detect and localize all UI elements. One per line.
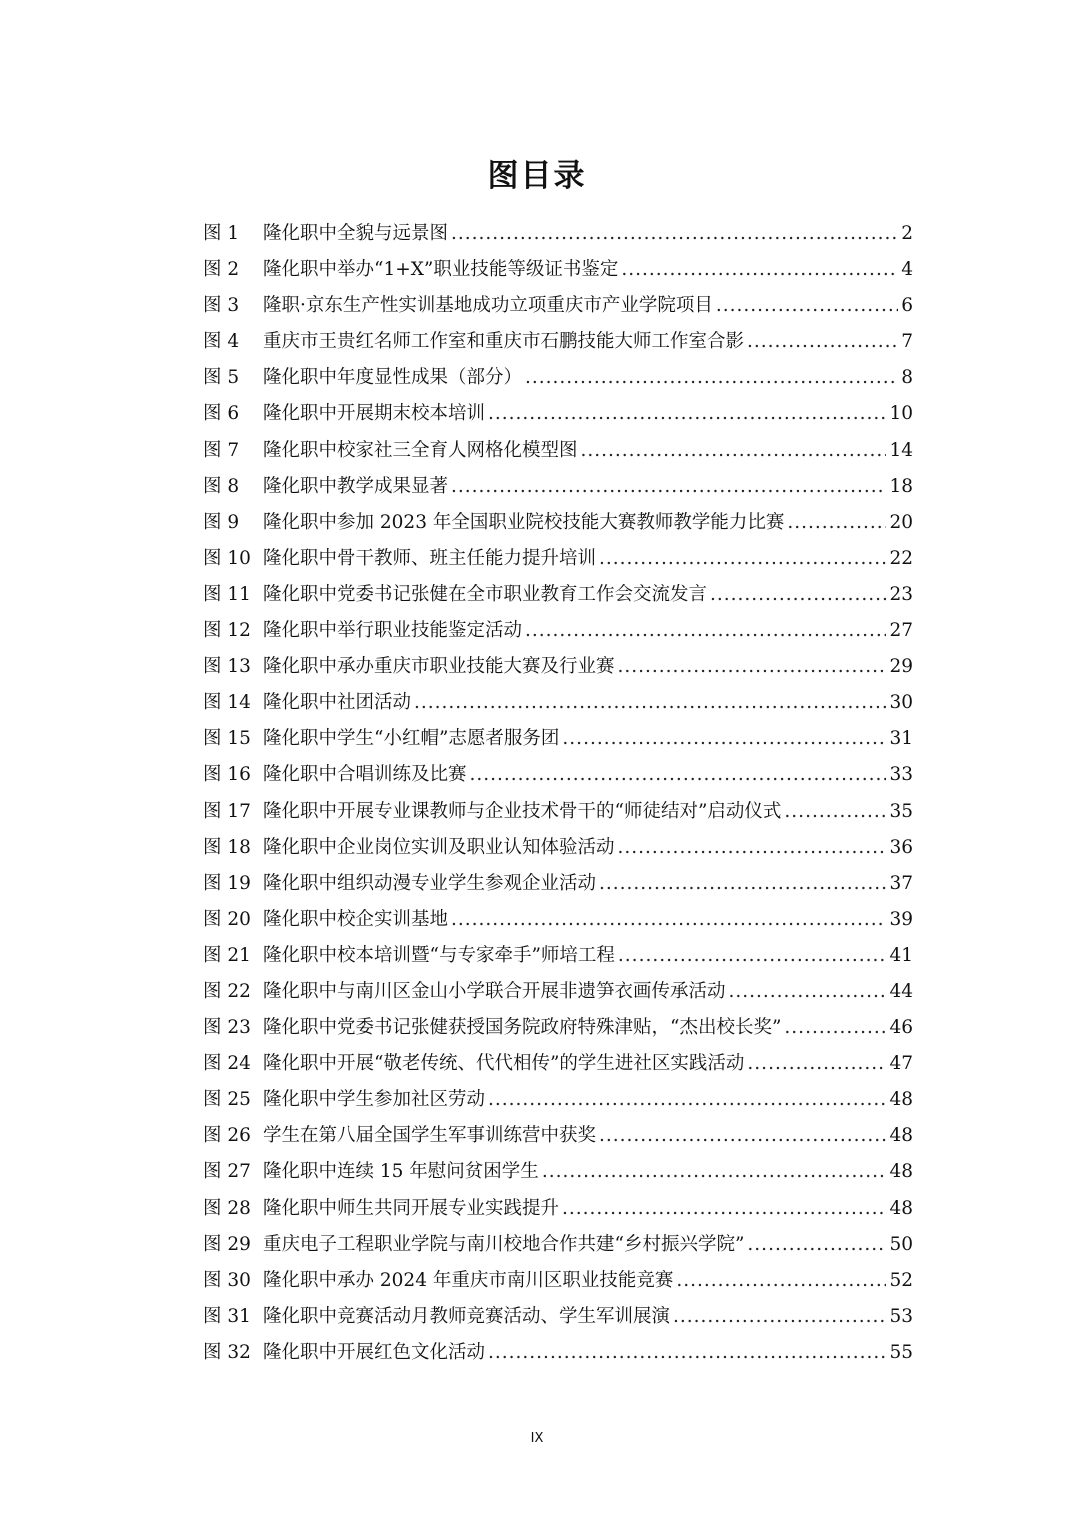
figure-number: 图 2 bbox=[203, 259, 240, 281]
toc-entry[interactable] bbox=[203, 616, 913, 652]
figure-page-number: 22 bbox=[889, 547, 913, 569]
dot-leader bbox=[470, 764, 887, 785]
figure-caption: 隆化职中举办“1+X”职业技能等级证书鉴定 bbox=[263, 259, 619, 281]
toc-entry[interactable] bbox=[203, 1121, 913, 1157]
figure-number: 图 9 bbox=[203, 511, 240, 533]
figure-caption: 隆化职中全貌与远景图 bbox=[263, 223, 449, 244]
figure-toc-list bbox=[203, 219, 913, 1374]
figure-number: 图 20 bbox=[203, 908, 251, 930]
figure-caption: 隆化职中教学成果显著 bbox=[263, 475, 449, 497]
toc-entry[interactable] bbox=[203, 508, 913, 544]
toc-entry[interactable] bbox=[203, 399, 913, 435]
figure-number: 图 19 bbox=[203, 872, 251, 894]
figure-number: 图 25 bbox=[203, 1089, 251, 1111]
figure-caption: 隆化职中合唱训练及比赛 bbox=[263, 764, 467, 786]
figure-caption: 隆化职中学生参加社区劳动 bbox=[263, 1089, 486, 1111]
figure-number: 图 13 bbox=[203, 656, 251, 678]
toc-entry[interactable] bbox=[203, 652, 913, 688]
dot-leader bbox=[599, 548, 886, 569]
figure-page-number: 52 bbox=[889, 1269, 913, 1291]
figure-number: 图 5 bbox=[203, 367, 240, 389]
figure-number: 图 24 bbox=[203, 1053, 251, 1075]
dot-leader bbox=[673, 1306, 886, 1327]
figure-page-number: 46 bbox=[889, 1017, 913, 1039]
figure-caption: 隆化职中组织动漫专业学生参观企业活动 bbox=[263, 872, 597, 894]
figure-number: 图 28 bbox=[203, 1197, 251, 1219]
toc-entry[interactable] bbox=[203, 797, 913, 833]
figure-caption: 隆化职中学生“小红帽”志愿者服务团 bbox=[263, 728, 560, 750]
figure-page-number: 35 bbox=[889, 800, 913, 822]
figure-caption: 隆化职中连续 15 年慰问贫困学生 bbox=[263, 1161, 539, 1183]
figure-page-number: 18 bbox=[889, 475, 913, 497]
figure-page-number: 48 bbox=[889, 1161, 913, 1183]
figure-caption: 隆化职中校家社三全育人网格化模型图 bbox=[263, 439, 578, 461]
figure-page-number: 50 bbox=[889, 1233, 913, 1255]
figure-caption: 隆化职中参加 2023 年全国职业院校技能大赛教师教学能力比赛 bbox=[263, 511, 785, 533]
dot-leader bbox=[747, 1053, 886, 1074]
dot-leader bbox=[621, 259, 898, 280]
figure-number: 图 3 bbox=[203, 295, 240, 317]
toc-entry[interactable] bbox=[203, 1157, 913, 1193]
dot-leader bbox=[542, 1161, 887, 1182]
figure-page-number: 10 bbox=[889, 403, 913, 425]
figure-caption: 隆化职中开展红色文化活动 bbox=[263, 1341, 486, 1363]
figure-number: 图 21 bbox=[203, 944, 251, 966]
dot-leader bbox=[618, 945, 887, 966]
figure-number: 图 14 bbox=[203, 692, 251, 714]
figure-number: 图 30 bbox=[203, 1269, 251, 1291]
figure-page-number: 39 bbox=[889, 908, 913, 930]
toc-entry[interactable] bbox=[203, 1266, 913, 1302]
figure-page-number: 6 bbox=[901, 295, 913, 317]
toc-entry[interactable] bbox=[203, 580, 913, 616]
toc-entry[interactable] bbox=[203, 724, 913, 760]
dot-leader bbox=[525, 620, 886, 641]
toc-entry[interactable] bbox=[203, 255, 913, 291]
figure-number: 图 26 bbox=[203, 1125, 251, 1147]
dot-leader bbox=[676, 1270, 886, 1291]
figure-caption: 隆化职中企业岗位实训及职业认知体验活动 bbox=[263, 836, 615, 858]
figure-caption: 隆化职中年度显性成果（部分） bbox=[263, 367, 523, 389]
figure-page-number: 31 bbox=[889, 728, 913, 750]
figure-number: 图 31 bbox=[203, 1305, 251, 1327]
toc-entry[interactable] bbox=[203, 905, 913, 941]
figure-page-number: 47 bbox=[889, 1053, 913, 1075]
dot-leader bbox=[451, 476, 886, 497]
figure-caption: 隆化职中校本培训暨“与专家牵手”师培工程 bbox=[263, 944, 615, 966]
dot-leader bbox=[599, 873, 886, 894]
figure-page-number: 48 bbox=[889, 1125, 913, 1147]
dot-leader bbox=[618, 837, 887, 858]
figure-number: 图 32 bbox=[203, 1341, 251, 1363]
figure-number: 图 27 bbox=[203, 1161, 251, 1183]
figure-caption: 隆化职中骨干教师、班主任能力提升培训 bbox=[263, 547, 597, 569]
toc-entry[interactable] bbox=[203, 1338, 913, 1374]
dot-leader bbox=[488, 1342, 886, 1363]
figure-page-number: 30 bbox=[889, 692, 913, 714]
figure-page-number: 27 bbox=[889, 620, 913, 642]
figure-page-number: 8 bbox=[901, 367, 913, 389]
dot-leader bbox=[414, 692, 886, 713]
toc-entry[interactable] bbox=[203, 1230, 913, 1266]
figure-number: 图 17 bbox=[203, 800, 251, 822]
figure-page-number: 20 bbox=[889, 511, 913, 533]
dot-leader bbox=[618, 656, 887, 677]
toc-entry[interactable] bbox=[203, 327, 913, 363]
figure-number: 图 10 bbox=[203, 547, 251, 569]
toc-entry[interactable] bbox=[203, 1013, 913, 1049]
figure-caption: 隆化职中师生共同开展专业实践提升 bbox=[263, 1197, 560, 1219]
toc-entry[interactable] bbox=[203, 1194, 913, 1230]
toc-entry[interactable] bbox=[203, 436, 913, 472]
figure-page-number: 37 bbox=[889, 872, 913, 894]
figure-page-number: 48 bbox=[889, 1089, 913, 1111]
figure-page-number: 2 bbox=[901, 223, 913, 244]
dot-leader bbox=[729, 981, 887, 1002]
figure-number: 图 22 bbox=[203, 980, 251, 1002]
toc-entry[interactable] bbox=[203, 1085, 913, 1121]
figure-caption: 隆化职中党委书记张健获授国务院政府特殊津贴，“杰出校长奖” bbox=[263, 1017, 782, 1039]
dot-leader bbox=[784, 1017, 886, 1038]
toc-entry[interactable] bbox=[203, 219, 913, 255]
dot-leader bbox=[747, 1234, 886, 1255]
dot-leader bbox=[581, 440, 887, 461]
figure-page-number: 53 bbox=[889, 1305, 913, 1327]
figure-number: 图 23 bbox=[203, 1017, 251, 1039]
figure-caption: 隆化职中承办重庆市职业技能大赛及行业赛 bbox=[263, 656, 615, 678]
figure-number: 图 1 bbox=[203, 223, 240, 244]
figure-page-number: 23 bbox=[889, 583, 913, 605]
figure-number: 图 15 bbox=[203, 728, 251, 750]
figure-number: 图 11 bbox=[203, 583, 251, 605]
figure-number: 图 7 bbox=[203, 439, 240, 461]
toc-entry[interactable] bbox=[203, 833, 913, 869]
toc-entry[interactable] bbox=[203, 869, 913, 905]
toc-entry[interactable] bbox=[203, 977, 913, 1013]
figure-caption: 学生在第八届全国学生军事训练营中获奖 bbox=[263, 1125, 597, 1147]
toc-entry[interactable] bbox=[203, 472, 913, 508]
figure-caption: 重庆市王贵红名师工作室和重庆市石鹏技能大师工作室合影 bbox=[263, 331, 745, 353]
figure-page-number: 44 bbox=[889, 980, 913, 1002]
dot-leader bbox=[599, 1125, 886, 1146]
figure-page-number: 33 bbox=[889, 764, 913, 786]
dot-leader bbox=[488, 403, 886, 424]
figure-caption: 重庆电子工程职业学院与南川校地合作共建“乡村振兴学院” bbox=[263, 1233, 745, 1255]
figure-number: 图 12 bbox=[203, 620, 251, 642]
figure-caption: 隆化职中社团活动 bbox=[263, 692, 412, 714]
figure-caption: 隆化职中竞赛活动月教师竞赛活动、学生军训展演 bbox=[263, 1305, 671, 1327]
figure-caption: 隆化职中与南川区金山小学联合开展非遗笋衣画传承活动 bbox=[263, 980, 726, 1002]
figure-page-number: 48 bbox=[889, 1197, 913, 1219]
figure-caption: 隆化职中党委书记张健在全市职业教育工作会交流发言 bbox=[263, 583, 708, 605]
toc-entry[interactable] bbox=[203, 363, 913, 399]
figure-caption: 隆化职中开展期末校本培训 bbox=[263, 403, 486, 425]
toc-entry[interactable] bbox=[203, 1302, 913, 1338]
page-title: 图目录 bbox=[487, 158, 587, 194]
figure-caption: 隆化职中校企实训基地 bbox=[263, 908, 449, 930]
figure-number: 图 29 bbox=[203, 1233, 251, 1255]
figure-page-number: 29 bbox=[889, 656, 913, 678]
figure-number: 图 16 bbox=[203, 764, 251, 786]
figure-caption: 隆化职中开展“敬老传统、代代相传”的学生进社区实践活动 bbox=[263, 1053, 745, 1075]
figure-page-number: 4 bbox=[901, 259, 913, 281]
toc-entry[interactable] bbox=[203, 291, 913, 327]
figure-number: 图 4 bbox=[203, 331, 240, 353]
toc-entry[interactable] bbox=[203, 1049, 913, 1085]
figure-number: 图 18 bbox=[203, 836, 251, 858]
dot-leader bbox=[562, 1198, 886, 1219]
toc-entry[interactable] bbox=[203, 688, 913, 724]
figure-caption: 隆职·京东生产性实训基地成功立项重庆市产业学院项目 bbox=[263, 295, 713, 317]
figure-caption: 隆化职中举行职业技能鉴定活动 bbox=[263, 620, 523, 642]
figure-page-number: 36 bbox=[889, 836, 913, 858]
dot-leader bbox=[784, 801, 886, 822]
dot-leader bbox=[451, 909, 886, 930]
toc-entry[interactable] bbox=[203, 941, 913, 977]
toc-entry[interactable] bbox=[203, 544, 913, 580]
dot-leader bbox=[787, 512, 886, 533]
figure-caption: 隆化职中开展专业课教师与企业技术骨干的“师徒结对”启动仪式 bbox=[263, 800, 782, 822]
dot-leader bbox=[525, 367, 898, 388]
dot-leader bbox=[488, 1089, 886, 1110]
figure-page-number: 7 bbox=[901, 331, 913, 353]
figure-page-number: 41 bbox=[889, 944, 913, 966]
page-number: IX bbox=[530, 1431, 544, 1446]
figure-caption: 隆化职中承办 2024 年重庆市南川区职业技能竞赛 bbox=[263, 1269, 674, 1291]
figure-page-number: 55 bbox=[889, 1341, 913, 1363]
dot-leader bbox=[562, 728, 886, 749]
figure-page-number: 14 bbox=[889, 439, 913, 461]
figure-number: 图 8 bbox=[203, 475, 240, 497]
dot-leader bbox=[716, 295, 898, 316]
dot-leader bbox=[451, 223, 898, 244]
dot-leader bbox=[710, 584, 886, 605]
figure-number: 图 6 bbox=[203, 403, 240, 425]
toc-entry[interactable] bbox=[203, 760, 913, 796]
dot-leader bbox=[747, 331, 898, 352]
